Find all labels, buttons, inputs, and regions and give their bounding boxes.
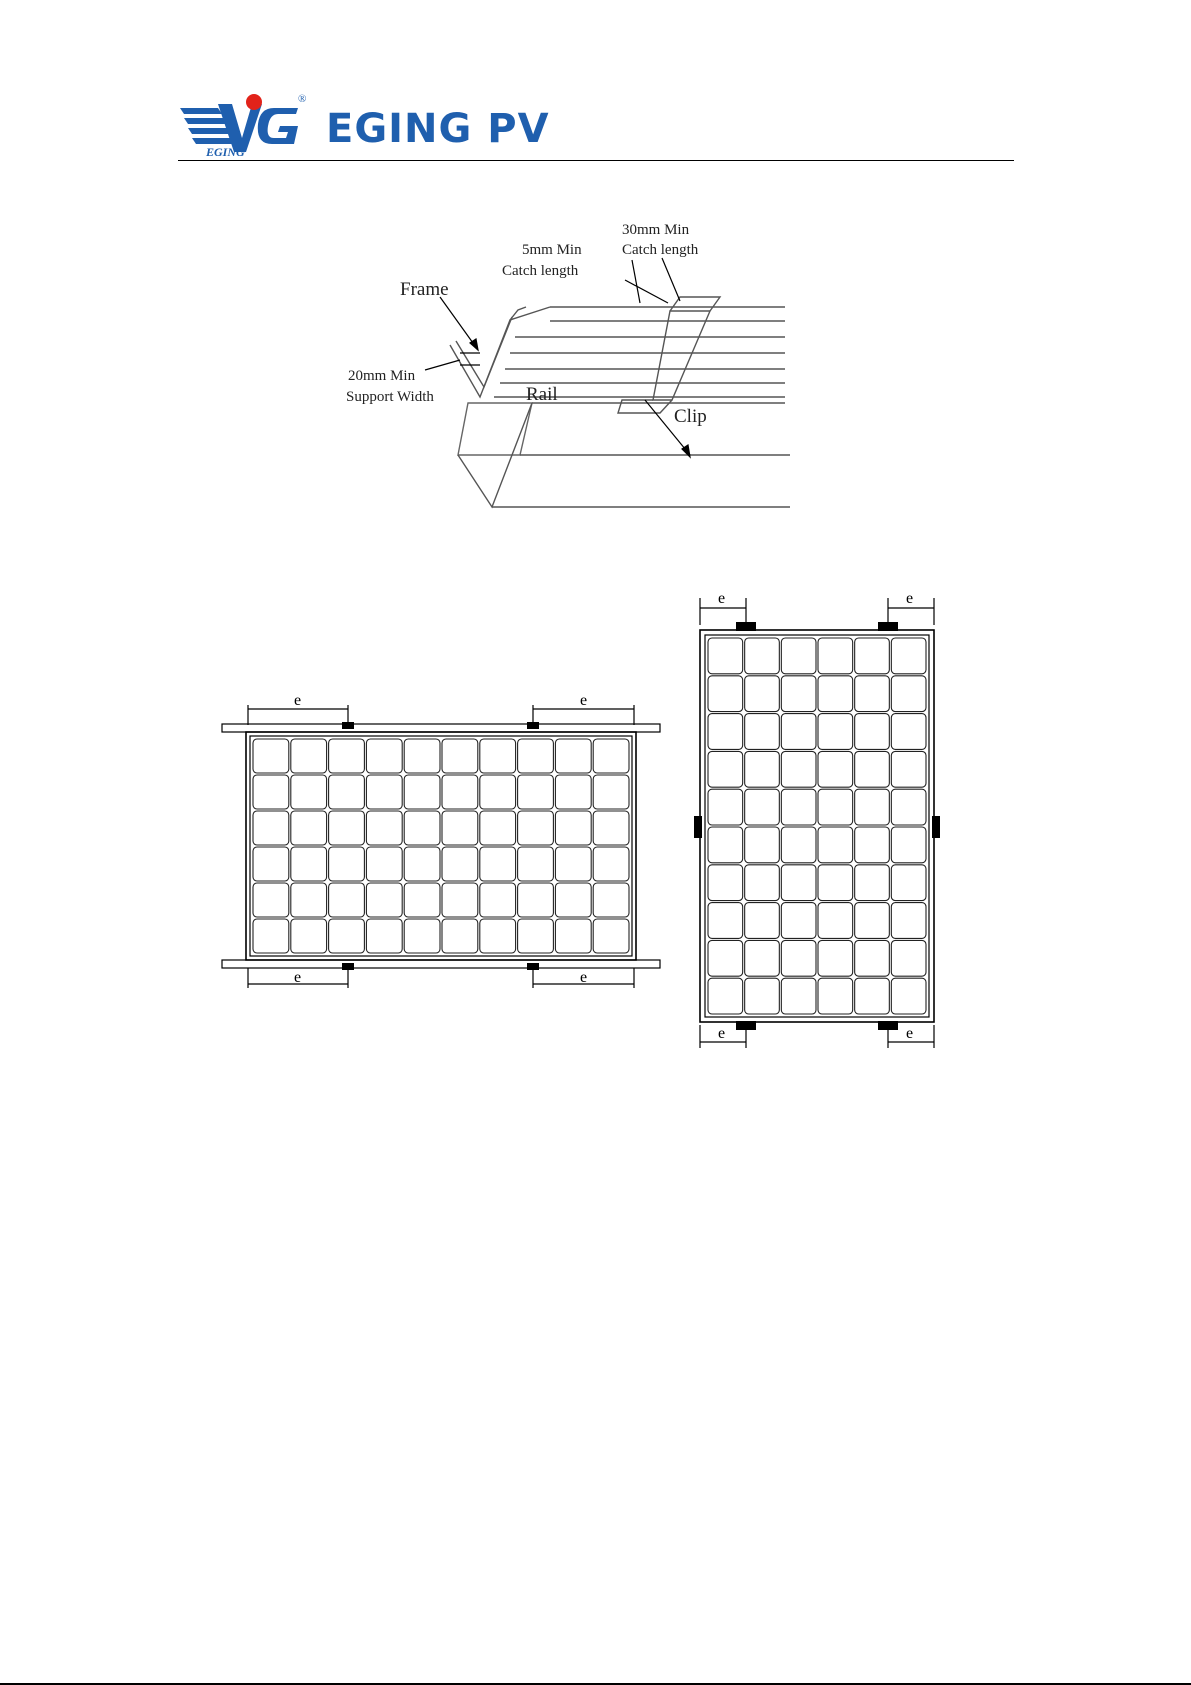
solar-cell: [891, 865, 926, 901]
solar-cell: [818, 638, 853, 674]
solar-cell: [855, 903, 890, 939]
solar-cell: [593, 739, 629, 773]
solar-cell: [891, 751, 926, 787]
solar-cell: [708, 865, 743, 901]
solar-cell: [781, 676, 816, 712]
solar-cell: [404, 919, 440, 953]
solar-cell: [366, 811, 402, 845]
solar-cell: [480, 739, 516, 773]
solar-cell: [891, 903, 926, 939]
label-rail: Rail: [526, 384, 558, 405]
solar-cell: [708, 751, 743, 787]
solar-cell: [442, 811, 478, 845]
solar-cell: [404, 739, 440, 773]
solar-cell: [518, 775, 554, 809]
solar-cell: [708, 978, 743, 1014]
dim-e-p4: e: [906, 1025, 914, 1042]
label-20mm: 20mm Min: [348, 368, 416, 384]
solar-cell: [781, 789, 816, 825]
solar-cell: [442, 883, 478, 917]
solar-cell: [708, 940, 743, 976]
solar-cell: [404, 883, 440, 917]
solar-cell: [745, 940, 780, 976]
solar-cell: [253, 847, 289, 881]
solar-cell: [708, 676, 743, 712]
dim-e-2: e: [580, 692, 588, 709]
solar-cell: [366, 919, 402, 953]
solar-cell: [745, 789, 780, 825]
solar-cell: [745, 714, 780, 750]
logo-red-dot: [246, 94, 262, 110]
solar-cell: [891, 638, 926, 674]
solar-cell: [855, 789, 890, 825]
solar-cell: [593, 847, 629, 881]
solar-cell: [891, 789, 926, 825]
solar-cell: [745, 978, 780, 1014]
solar-cell: [480, 883, 516, 917]
solar-cell: [291, 811, 327, 845]
brand-name: EGING PV: [326, 106, 550, 152]
solar-cell: [593, 883, 629, 917]
solar-cell: [818, 751, 853, 787]
solar-cell: [404, 811, 440, 845]
solar-cell: [708, 714, 743, 750]
solar-cell: [442, 775, 478, 809]
label-30mm-sub: Catch length: [622, 242, 699, 258]
solar-cell: [442, 739, 478, 773]
solar-cell: [781, 827, 816, 863]
dim-e-p3: e: [718, 1025, 726, 1042]
solar-cell: [291, 847, 327, 881]
solar-cell: [329, 847, 365, 881]
label-5mm: 5mm Min: [522, 242, 582, 258]
solar-cell: [781, 978, 816, 1014]
solar-cell: [855, 827, 890, 863]
solar-cell: [818, 903, 853, 939]
solar-cell: [555, 775, 591, 809]
solar-cell: [253, 883, 289, 917]
solar-cell: [480, 919, 516, 953]
solar-cell: [555, 811, 591, 845]
label-clip: Clip: [674, 406, 707, 427]
solar-cell: [442, 847, 478, 881]
solar-cell: [891, 714, 926, 750]
solar-cell: [518, 919, 554, 953]
solar-cell: [855, 751, 890, 787]
dim-e-p1: e: [718, 590, 726, 607]
solar-cell: [291, 739, 327, 773]
solar-cell: [745, 903, 780, 939]
solar-cell: [818, 714, 853, 750]
solar-cell: [593, 775, 629, 809]
solar-cell: [708, 638, 743, 674]
solar-cell: [555, 919, 591, 953]
page-header: [178, 86, 1014, 164]
solar-cell: [291, 919, 327, 953]
solar-cell: [891, 676, 926, 712]
solar-cell: [518, 811, 554, 845]
solar-cell: [442, 919, 478, 953]
solar-cell: [818, 940, 853, 976]
label-30mm: 30mm Min: [622, 222, 690, 238]
solar-cell: [818, 827, 853, 863]
header-rule: [178, 160, 1014, 161]
solar-cell: [891, 827, 926, 863]
solar-cell: [818, 676, 853, 712]
eging-logo: [178, 92, 318, 158]
logo-subtext: EGING: [206, 145, 245, 159]
solar-cell: [404, 775, 440, 809]
registered-mark: ®: [298, 93, 307, 105]
solar-cell: [781, 751, 816, 787]
solar-cell: [555, 847, 591, 881]
solar-cell: [855, 714, 890, 750]
solar-cell: [518, 847, 554, 881]
solar-cell: [366, 775, 402, 809]
solar-cell: [745, 638, 780, 674]
solar-cell: [745, 865, 780, 901]
solar-cell: [745, 751, 780, 787]
solar-cell: [253, 775, 289, 809]
solar-cell: [253, 811, 289, 845]
solar-cell: [781, 714, 816, 750]
solar-cell: [855, 638, 890, 674]
solar-cell: [818, 978, 853, 1014]
portrait-panel-diagram: [690, 590, 950, 1050]
solar-cell: [480, 847, 516, 881]
solar-cell: [781, 903, 816, 939]
solar-cell: [818, 789, 853, 825]
solar-cell: [781, 940, 816, 976]
solar-cell: [855, 940, 890, 976]
dim-e-4: e: [580, 969, 588, 986]
solar-cell: [555, 883, 591, 917]
solar-cell: [855, 865, 890, 901]
solar-cell: [518, 739, 554, 773]
solar-cell: [518, 883, 554, 917]
solar-cell: [404, 847, 440, 881]
solar-cell: [708, 903, 743, 939]
solar-cell: [818, 865, 853, 901]
solar-cell: [329, 775, 365, 809]
dim-e-1: e: [294, 692, 302, 709]
clip-mount-diagram: [346, 222, 800, 535]
solar-cell: [253, 919, 289, 953]
solar-cell: [745, 827, 780, 863]
solar-cell: [593, 919, 629, 953]
solar-cell: [891, 978, 926, 1014]
solar-cell: [253, 739, 289, 773]
label-5mm-sub: Catch length: [502, 263, 579, 279]
solar-cell: [480, 811, 516, 845]
landscape-panel-diagram: [218, 690, 668, 1000]
solar-cell: [366, 739, 402, 773]
solar-cell: [855, 978, 890, 1014]
solar-cell: [855, 676, 890, 712]
solar-cell: [291, 775, 327, 809]
solar-cell: [366, 883, 402, 917]
dim-e-3: e: [294, 969, 302, 986]
solar-cell: [708, 789, 743, 825]
solar-cell: [781, 865, 816, 901]
label-20mm-sub: Support Width: [346, 389, 434, 405]
solar-cell: [329, 883, 365, 917]
solar-cell: [593, 811, 629, 845]
dim-e-p2: e: [906, 590, 914, 607]
solar-cell: [291, 883, 327, 917]
solar-cell: [555, 739, 591, 773]
solar-cell: [781, 638, 816, 674]
solar-cell: [329, 919, 365, 953]
solar-cell: [480, 775, 516, 809]
solar-cell: [708, 827, 743, 863]
solar-cell: [745, 676, 780, 712]
solar-cell: [891, 940, 926, 976]
solar-cell: [329, 739, 365, 773]
label-frame: Frame: [400, 279, 449, 300]
solar-cell: [329, 811, 365, 845]
solar-cell: [366, 847, 402, 881]
